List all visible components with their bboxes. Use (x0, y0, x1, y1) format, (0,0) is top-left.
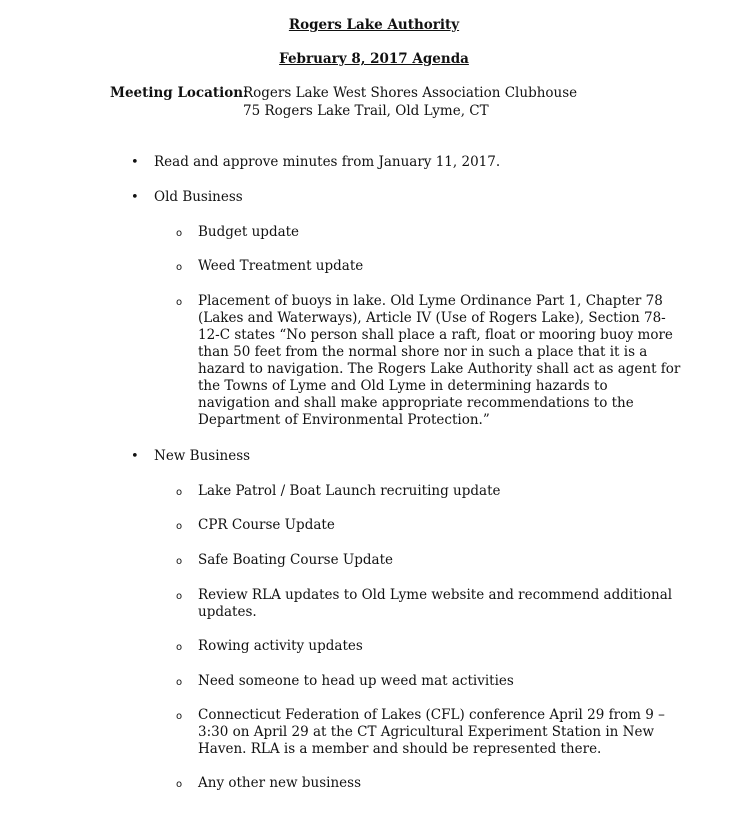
text-line: (Lakes and Waterways), Article IV (Use of Rogers Lake), Section 78- (198, 310, 666, 326)
agenda-subitem-text (198, 673, 643, 690)
text-line: Department of Environmental Protection.” (198, 412, 490, 428)
agenda-item-text: Old Business (154, 189, 243, 205)
sub-bullet-icon: o (176, 642, 183, 653)
sub-bullet-icon: o (176, 591, 183, 602)
bullet-icon: • (131, 155, 139, 170)
sub-bullet-icon: o (176, 487, 183, 498)
text-line: Placement of buoys in lake. Old Lyme Ordinance Part 1, Chapter 78 (198, 293, 663, 309)
text-line: 3:30 on April 29 at the CT Agricultural Experiment Station in New (198, 724, 655, 740)
bullet-icon: • (131, 190, 139, 205)
agenda-subitem-text (198, 775, 643, 792)
text-line: navigation and shall make appropriate recommendations to the (198, 395, 634, 411)
meeting-location-line: 75 Rogers Lake Trail, Old Lyme, CT (243, 103, 489, 119)
text-line: CPR Course Update (198, 517, 335, 533)
text-line: Budget update (198, 224, 300, 240)
text-line: updates. (198, 604, 257, 620)
document-subtitle: February 8, 2017 Agenda (279, 51, 469, 67)
bullet-icon: • (131, 449, 139, 464)
meeting-location-label: Meeting Location: (110, 85, 249, 101)
sub-bullet-icon: o (176, 228, 183, 239)
text-line: Weed Treatment update (198, 258, 364, 274)
text-line: Haven. RLA is a member and should be represented there. (198, 741, 602, 757)
agenda-subitem-text (198, 258, 643, 275)
sub-bullet-icon: o (176, 521, 183, 532)
sub-bullet-icon: o (176, 262, 183, 273)
meeting-location-line: Rogers Lake West Shores Association Clubhouse (243, 85, 578, 101)
agenda-item-text: New Business (154, 448, 251, 464)
agenda-subitem-text (198, 638, 643, 655)
agenda-subitem-text (198, 587, 673, 621)
text-line: Rowing activity updates (198, 638, 363, 654)
document-title: Rogers Lake Authority (288, 17, 460, 33)
agenda-subitem-text (198, 552, 643, 569)
text-line: Connecticut Federation of Lakes (CFL) conference April 29 from 9 – (198, 707, 665, 723)
text-line: Safe Boating Course Update (198, 552, 393, 568)
text-line: than 50 feet from the normal shore nor in such a place that it is a (198, 344, 648, 360)
agenda-subitem-text (198, 517, 643, 534)
text-line: hazard to navigation. The Rogers Lake Authority shall act as agent for (198, 361, 681, 377)
text-line: Any other new business (198, 775, 361, 791)
text-line: the Towns of Lyme and Old Lyme in determining hazards to (198, 378, 608, 394)
text-line: Need someone to head up weed mat activities (198, 673, 514, 689)
sub-bullet-icon: o (176, 297, 183, 308)
sub-bullet-icon: o (176, 779, 183, 790)
text-line: Lake Patrol / Boat Launch recruiting update (198, 483, 501, 499)
text-line: 12-C states “No person shall place a raft, float or mooring buoy more (198, 327, 673, 343)
agenda-subitem-text (198, 483, 643, 500)
sub-bullet-icon: o (176, 677, 183, 688)
text-line: Review RLA updates to Old Lyme website and recommend additional (198, 587, 673, 603)
agenda-subitem-text (198, 707, 665, 758)
sub-bullet-icon: o (176, 556, 183, 567)
agenda-subitem-text (198, 293, 681, 429)
agenda-subitem-text (198, 224, 643, 241)
sub-bullet-icon: o (176, 711, 183, 722)
agenda-item-text: Read and approve minutes from January 11, 2017. (154, 154, 501, 170)
